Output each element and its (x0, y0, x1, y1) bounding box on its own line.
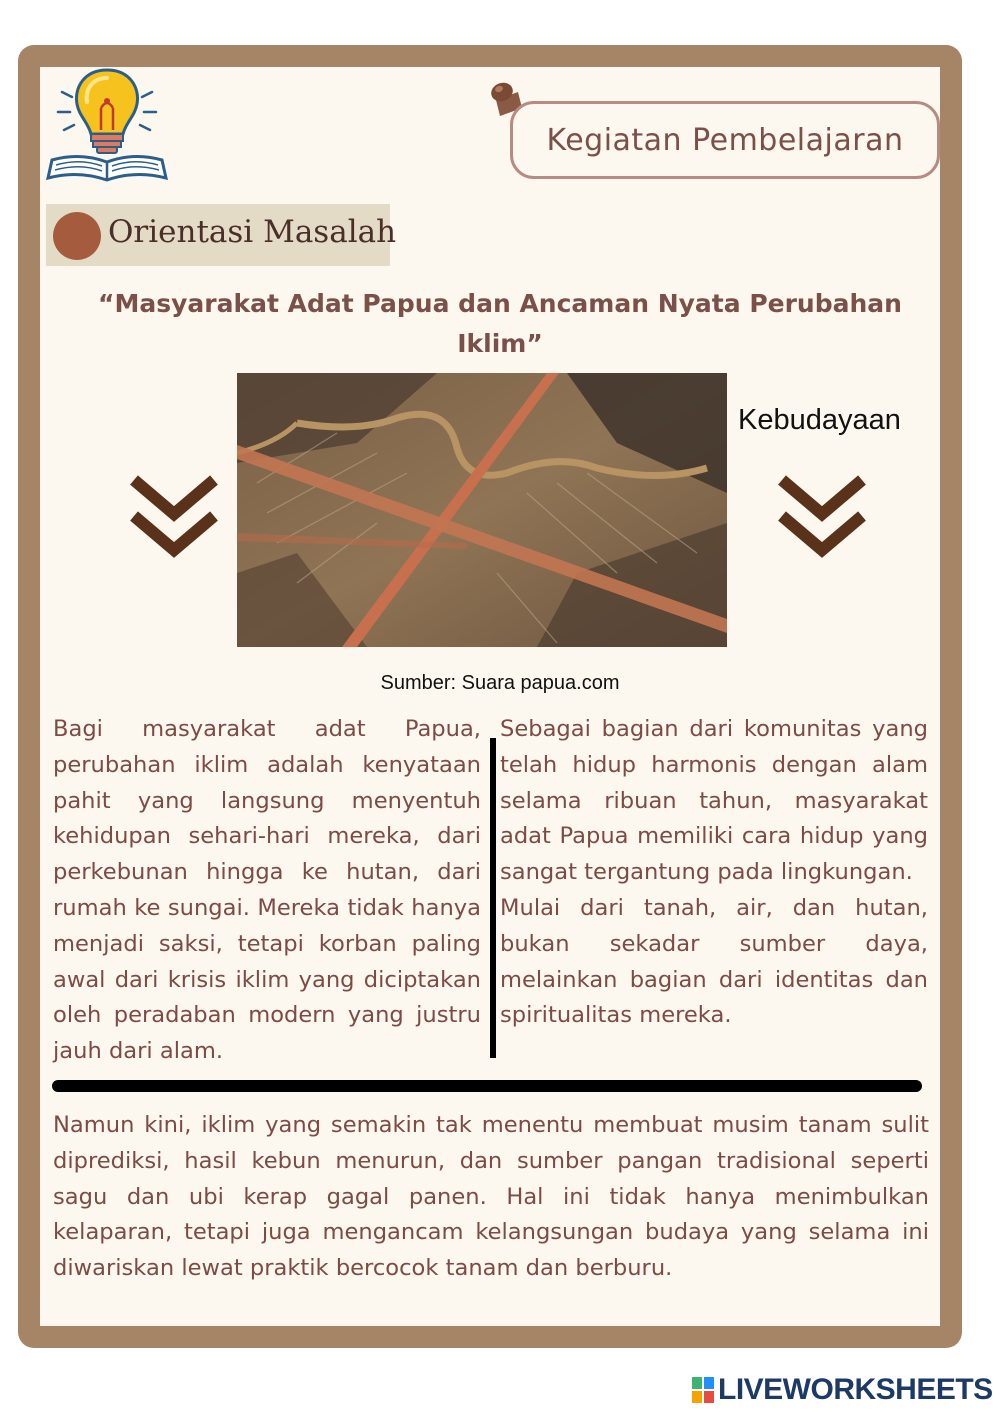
learning-activity-label: Kegiatan Pembelajaran (546, 122, 904, 158)
article-title: “Masyarakat Adat Papua dan Ancaman Nyata Perubahan Iklim” (98, 289, 902, 358)
liveworksheets-logo-icon (692, 1377, 714, 1403)
left-column-text: Bagi masyarakat adat Papua, perubahan iklim adalah kenyataan pahit yang langsung menyentuh kehidupan sehari-hari mereka, dari perkebunan hingga ke hutan, dari rumah ke sungai. Mereka tidak hanya menjadi saksi, tetapi korban paling awal dari krisis iklim yang diciptakan oleh peradaban modern yang justru jauh dari alam. (53, 716, 481, 1065)
photo-caption: Sumber: Suara papua.com (380, 672, 620, 694)
horizontal-divider (52, 1080, 922, 1092)
column-divider (490, 738, 496, 1058)
brand-name: LIVEWORKSHEETS (718, 1373, 993, 1406)
lightbulb-book-icon (44, 64, 170, 186)
section-label: Orientasi Masalah (108, 214, 397, 250)
culture-label: Kebudayaan (738, 404, 901, 436)
left-column (53, 712, 481, 1070)
double-chevron-down-icon (128, 472, 220, 562)
learning-activity-header (510, 101, 940, 179)
double-chevron-down-icon (776, 472, 868, 562)
brand-footer[interactable] (692, 1372, 993, 1408)
bottom-paragraph: Namun kini, iklim yang semakin tak menentu membuat musim tanam sulit diprediksi, hasil kebun menurun, dan sumber pangan tradisional seperti sagu dan ubi kerap gagal panen. Hal ini tidak hanya menimbulkan kelaparan, tetapi juga mengancam kelangsungan budaya yang selama ini diwariskan lewat praktik bercocok tanam dan berburu. (53, 1112, 929, 1282)
right-column (500, 712, 928, 1034)
right-column-paragraph-1: Sebagai bagian dari komunitas yang telah hidup harmonis dengan alam selama ribuan tahun, masyarakat adat Papua memiliki cara hidup yang sangat tergantung pada lingkungan. (500, 716, 928, 886)
deforestation-photo (237, 373, 727, 647)
right-column-paragraph-2: Mulai dari tanah, air, dan hutan, bukan sekadar sumber daya, melainkan bagian dari identitas dan spiritualitas mereka. (500, 894, 928, 1029)
section-badge-dot (53, 212, 101, 260)
